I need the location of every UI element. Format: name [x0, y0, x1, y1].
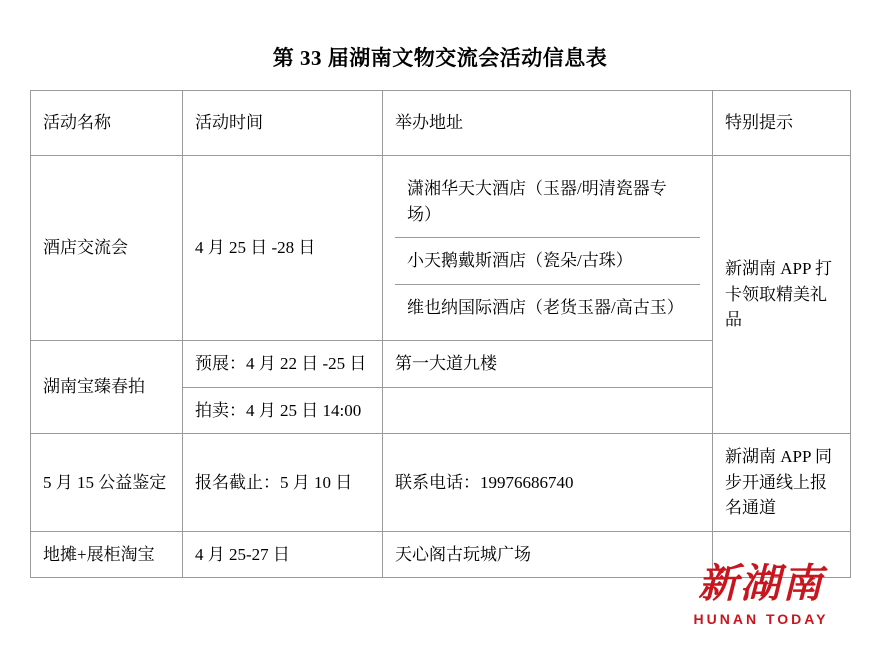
column-header-time: 活动时间: [183, 91, 383, 156]
activity-name: 酒店交流会: [31, 156, 183, 341]
activity-address: 天心阁古玩城广场: [383, 531, 713, 578]
watermark-subtitle: HUNAN TODAY: [693, 611, 829, 627]
activity-name: 5 月 15 公益鉴定: [31, 434, 183, 532]
activity-time: 4 月 25 日 -28 日: [183, 156, 383, 341]
address-sub-row: [395, 238, 700, 285]
activity-note: 新湖南 APP 打卡领取精美礼品: [713, 156, 851, 434]
column-header-note: 特别提示: [713, 91, 851, 156]
activity-time: 报名截止：5 月 10 日: [183, 434, 383, 532]
activity-name: 湖南宝臻春拍: [31, 341, 183, 434]
address-sub-table: [395, 166, 700, 330]
activity-name: 地摊+展柜淘宝: [31, 531, 183, 578]
activity-note: 新湖南 APP 同步开通线上报名通道: [713, 434, 851, 532]
activity-address: 第一大道九楼: [383, 341, 713, 388]
activity-address: [383, 387, 713, 434]
activity-time: 拍卖：4 月 25 日 14:00: [183, 387, 383, 434]
activity-address: 小天鹅戴斯酒店（瓷朵/古珠）: [395, 238, 700, 285]
watermark-logo: [666, 563, 856, 627]
table-row: [31, 156, 851, 341]
activity-address: 联系电话：19976686740: [383, 434, 713, 532]
activity-address: 潇湘华天大酒店（玉器/明清瓷器专场）: [395, 166, 700, 238]
activity-time: 4 月 25-27 日: [183, 531, 383, 578]
table-row: [31, 434, 851, 532]
activity-time: 预展：4 月 22 日 -25 日: [183, 341, 383, 388]
activity-address: 维也纳国际酒店（老货玉器/高古玉）: [407, 297, 684, 317]
activity-address-group: [383, 156, 713, 341]
column-header-address: 举办地址: [383, 91, 713, 156]
watermark-title: 新湖南: [698, 561, 824, 606]
page-title: 第 33 届湖南文物交流会活动信息表: [272, 46, 608, 70]
address-sub-row: [395, 284, 700, 330]
column-header-name: 活动名称: [31, 91, 183, 156]
address-sub-row: [395, 166, 700, 238]
table-header-row: [31, 91, 851, 156]
activity-info-table: [30, 90, 851, 578]
